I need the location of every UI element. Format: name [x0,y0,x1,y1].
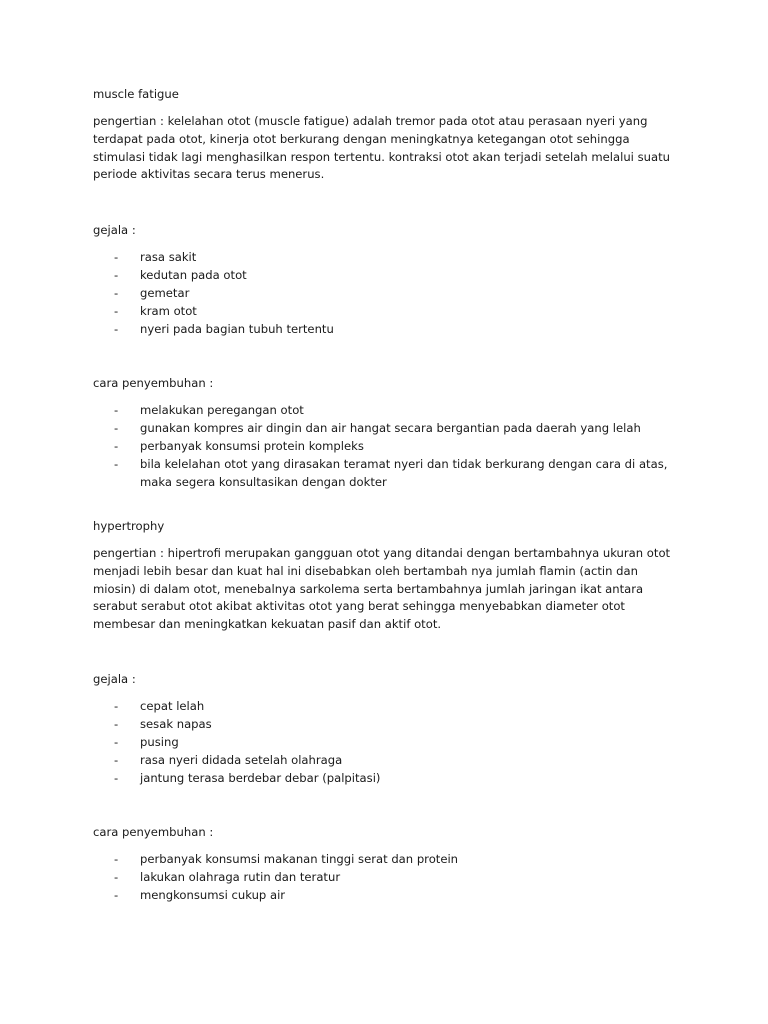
list-item-text: pusing [140,734,179,749]
list-item-text: melakukan peregangan otot [140,403,304,417]
definition-line: terdapat pada otot, kinerja otot berkurang dengan meningkatnya ketegangan otot sehingga [93,131,630,146]
symptoms-list [93,698,693,788]
bullet-dash: - [114,770,119,785]
definition-line: periode aktivitas secara terus menerus. [93,167,325,182]
bullet-dash: - [114,250,119,264]
definition-line: miosin) di dalam otot, menebalnya sarkolema serta bertambahnya jumlah jaringan ikat antara [93,581,644,596]
list-item [93,887,693,905]
bullet-dash: - [114,438,119,453]
list-item [93,752,693,770]
bullet-dash: - [114,267,119,282]
list-item-text: nyeri pada bagian tubuh tertentu [140,321,334,336]
bullet-dash: - [114,403,119,417]
list-item-text: perbanyak konsumsi protein kompleks [140,438,364,453]
treatment-heading: cara penyembuhan : [93,825,214,839]
list-item [93,420,693,438]
list-item-text: mengkonsumsi cukup air [140,887,286,902]
treatment-list [93,402,693,492]
definition-line: pengertian : hipertrofi merupakan gangguan otot yang ditandai dengan bertambahnya ukuran otot [93,546,671,560]
list-item [93,402,693,420]
list-item [93,267,693,285]
list-item [93,456,693,492]
bullet-dash: - [114,752,119,767]
bullet-dash: - [114,734,119,749]
list-item [93,698,693,716]
symptoms-list [93,249,693,339]
list-item-text: perbanyak konsumsi makanan tinggi serat dan protein [140,852,459,866]
bullet-dash: - [114,716,119,731]
definition-line: membesar dan meningkatkan kekuatan pasif dan aktif otot. [93,617,442,632]
symptoms-heading: gejala : [93,223,136,237]
definition-line: serabut serabut otot akibat aktivitas otot yang berat sehingga menyebabkan diameter otot [93,599,625,614]
list-item-line: maka segera konsultasikan dengan dokter [140,474,387,489]
bullet-dash: - [114,285,119,300]
list-item-text [140,456,693,492]
list-item [93,734,693,752]
symptoms-heading: gejala : [93,672,136,686]
bullet-dash: - [114,887,119,902]
definition-muscle-fatigue [93,113,678,184]
list-item-text: rasa nyeri didada setelah olahraga [140,752,343,767]
list-item [93,303,693,321]
definition-line: menjadi lebih besar dan kuat hal ini disebabkan oleh bertambah nya jumlah flamin (actin dan [93,563,638,578]
list-item [93,285,693,303]
definition-line: pengertian : kelelahan otot (muscle fatigue) adalah tremor pada otot atau perasaan nyeri yang [93,114,648,128]
bullet-dash: - [114,303,119,318]
bullet-dash: - [114,869,119,884]
treatment-list [93,851,693,905]
list-item [93,851,693,869]
bullet-dash: - [114,321,119,336]
list-item-text: gunakan kompres air dingin dan air hangat secara bergantian pada daerah yang lelah [140,420,641,435]
definition-line: stimulasi tidak lagi menghasilkan respon tertentu. kontraksi otot akan terjadi setelah melalui suatu [93,149,670,164]
list-item-text: jantung terasa berdebar debar (palpitasi) [140,770,381,785]
list-item-text: rasa sakit [140,250,197,264]
bullet-dash: - [114,699,119,713]
list-item [93,716,693,734]
section-title-muscle-fatigue: muscle fatigue [93,87,179,101]
list-item-text: lakukan olahraga rutin dan teratur [140,869,341,884]
list-item [93,438,693,456]
list-item-text: kram otot [140,303,197,318]
list-item [93,869,693,887]
list-item-text: kedutan pada otot [140,267,247,282]
list-item [93,321,693,339]
definition-hypertrophy [93,545,678,634]
list-item-line: bila kelelahan otot yang dirasakan teramat nyeri dan tidak berkurang dengan cara di atas, [140,456,668,471]
list-item-text: cepat lelah [140,699,205,713]
list-item [93,770,693,788]
list-item-text: sesak napas [140,716,212,731]
list-item-text: gemetar [140,285,190,300]
bullet-dash: - [114,456,119,471]
section-title-hypertrophy: hypertrophy [93,519,165,533]
list-item [93,249,693,267]
bullet-dash: - [114,852,119,866]
treatment-heading: cara penyembuhan : [93,376,214,390]
bullet-dash: - [114,420,119,435]
